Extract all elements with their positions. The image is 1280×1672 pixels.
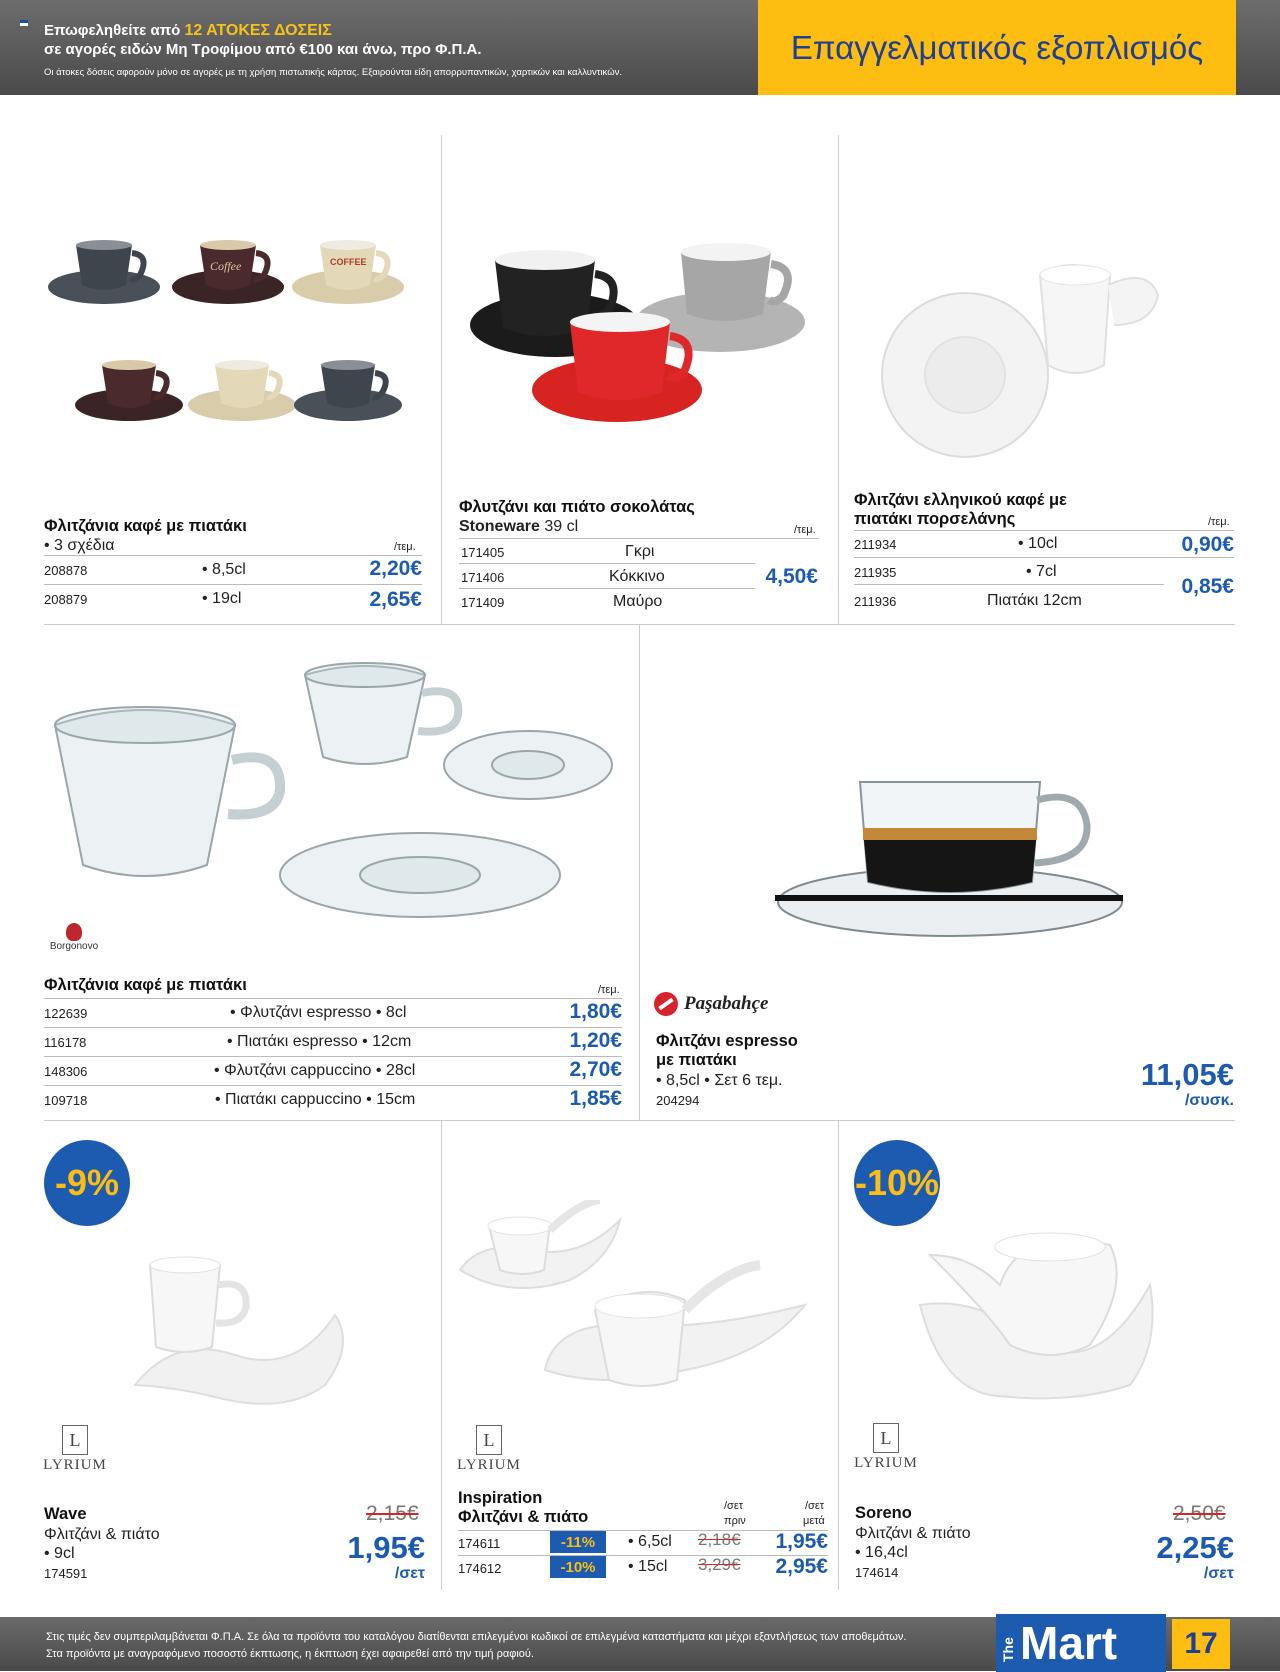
promo-line-2: σε αγορές ειδών Μη Τροφίμου από €100 και άνω, προ Φ.Π.Α. [44, 41, 482, 58]
product-image-greek-coffee-cup [880, 245, 1210, 465]
category-title: Επαγγελματικός εξοπλισμός [758, 0, 1236, 95]
product-size: • 7cl [1026, 563, 1057, 580]
product-color: Μαύρο [613, 593, 663, 610]
product-title: Φλιτζάνια καφέ με πιατάκι [44, 517, 247, 535]
promo-highlight: 12 ΑΤΟΚΕΣ ΔΟΣΕΙΣ [184, 22, 332, 39]
product-price: 11,05€ [1140, 1057, 1234, 1092]
lyrium-logo [454, 1425, 524, 1474]
borgonovo-logo [44, 923, 104, 952]
unit-label: /τεμ. [598, 984, 620, 996]
product-title: Φλιτζάνι espresso [656, 1032, 798, 1050]
divider [838, 1120, 839, 1590]
product-price: 0,85€ [1181, 575, 1234, 598]
footer-disclaimer-2: Στα προϊόντα με αναγραφόμενο ποσοστό έκπτωσης, η έκπτωση έχει αφαιρεθεί από την τιμή ραφιού. [46, 1648, 534, 1660]
unit-label: /τεμ. [794, 524, 816, 536]
unit-label: /σετ [1203, 1565, 1234, 1582]
product-size: • 6,5cl [628, 1533, 672, 1550]
product-color: Γκρι [625, 543, 655, 560]
product-title: Soreno [855, 1504, 912, 1522]
flag-icon [20, 20, 28, 26]
product-code: 174612 [458, 1561, 502, 1576]
product-price: 2,65€ [369, 588, 422, 611]
product-subtitle: Φλιτζάνι & πιάτο [44, 1526, 160, 1543]
divider [639, 625, 640, 1120]
product-size: • 15cl [628, 1558, 668, 1575]
product-title: Inspiration [458, 1489, 543, 1507]
unit-label: /συσκ. [1184, 1092, 1234, 1109]
discount-badge: -9% [44, 1140, 130, 1226]
product-subtitle: • 8,5cl • Σετ 6 τεμ. [656, 1072, 783, 1089]
product-image-soreno-cup [910, 1215, 1160, 1405]
row-divider [44, 998, 622, 999]
product-price: 2,95€ [775, 1555, 828, 1578]
old-price: 2,18€ [698, 1530, 741, 1549]
product-code: 208878 [44, 563, 88, 578]
product-code: 211936 [854, 594, 897, 609]
product-price: 2,25€ [1156, 1530, 1234, 1565]
product-desc: • Φλυτζάνι espresso • 8cl [230, 1004, 407, 1021]
product-image-wave-cup [130, 1255, 350, 1405]
lyrium-logo [851, 1423, 921, 1472]
borgonovo-mark-icon [66, 923, 82, 941]
product-color: Κόκκινο [609, 568, 665, 585]
product-code: 174614 [855, 1565, 899, 1580]
lyrium-logo [40, 1425, 110, 1474]
unit-label: /τεμ. [394, 541, 416, 553]
logo-mart: Mart [1020, 1617, 1118, 1669]
product-subtitle: Stoneware 39 cl [459, 518, 579, 535]
product-size: • 16,4cl [855, 1544, 908, 1561]
unit-label: /σετ [394, 1565, 425, 1582]
unit-label-after: /σετ [805, 1500, 825, 1512]
product-code: 148306 [44, 1064, 88, 1079]
unit-label-before: /σετ [724, 1500, 744, 1512]
unit-label-before-2: πριν [724, 1515, 746, 1527]
product-code: 171409 [461, 595, 505, 610]
product-price: 1,85€ [569, 1087, 622, 1110]
header-bar [0, 0, 1280, 95]
old-price: 2,15€ [366, 1502, 419, 1525]
lyrium-mark-icon: L [873, 1423, 899, 1453]
old-price: 2,50€ [1173, 1502, 1226, 1525]
svg-text:COFFEE: COFFEE [330, 257, 367, 267]
product-price: 2,70€ [569, 1058, 622, 1081]
product-price: 1,95€ [775, 1530, 828, 1553]
brand-name: LYRIUM [43, 1457, 107, 1473]
row-divider [854, 557, 1234, 558]
old-price: 3,29€ [698, 1555, 741, 1574]
footer-bar [0, 1617, 1280, 1671]
product-code: 109718 [44, 1093, 88, 1108]
product-title: Wave [44, 1505, 87, 1523]
svg-text:Coffee: Coffee [210, 259, 242, 273]
footer-disclaimer-1: Στις τιμές δεν συμπεριλαμβάνεται Φ.Π.Α. Σε όλα τα προϊόντα του καταλόγου διατίθενται επιλεγμένοι κωδικοί σε επιλεγμένα καταστήματα και μέχρι εξαντλήσεως των αποθεμάτων. [46, 1631, 907, 1643]
product-code: 208879 [44, 592, 88, 607]
brand-name: LYRIUM [457, 1457, 521, 1473]
product-code: 171405 [461, 545, 505, 560]
row-divider [459, 588, 755, 589]
product-price: 0,90€ [1181, 533, 1234, 556]
row-divider [44, 1056, 622, 1057]
page-number: 17 [1172, 1619, 1230, 1669]
product-desc: • Πιατάκι cappuccino • 15cm [215, 1091, 416, 1108]
pasabahce-mark-icon [654, 992, 678, 1016]
row-divider [44, 1027, 622, 1028]
divider [838, 135, 839, 625]
divider [44, 1120, 1235, 1121]
pasabahce-logo [654, 992, 768, 1016]
product-subtitle: • 3 σχέδια [44, 537, 115, 554]
unit-label: /τεμ. [1208, 516, 1230, 528]
product-title: Φλιτζάνια καφέ με πιατάκι [44, 976, 247, 994]
product-image-glass-cups [50, 655, 620, 925]
product-title: Φλυτζάνι και πιάτο σοκολάτας [459, 498, 695, 516]
product-price: 1,95€ [347, 1530, 425, 1565]
unit-label-after-2: μετά [803, 1515, 825, 1527]
product-size: • 8,5cl [202, 561, 246, 578]
row-divider [44, 1085, 622, 1086]
row-divider [44, 555, 422, 556]
product-code: 171406 [461, 570, 505, 585]
product-title-line-2: Φλιτζάνι & πιάτο [458, 1508, 589, 1526]
product-code: 174591 [44, 1566, 88, 1581]
lyrium-mark-icon: L [62, 1425, 88, 1455]
product-desc: • Φλυτζάνι cappuccino • 28cl [214, 1062, 416, 1079]
product-price: 4,50€ [765, 565, 818, 588]
product-subtitle: Φλιτζάνι & πιάτο [855, 1525, 971, 1542]
row-divider [44, 584, 422, 585]
product-code: 174611 [458, 1536, 501, 1551]
product-title-line-2: με πιατάκι [656, 1051, 737, 1069]
brand-name: LYRIUM [854, 1455, 918, 1471]
product-code: 122639 [44, 1006, 88, 1021]
row-divider [459, 563, 755, 564]
product-image-espresso-glass [775, 770, 1125, 960]
product-title-line-2: πιατάκι πορσελάνης [854, 510, 1016, 528]
product-code: 204294 [656, 1093, 700, 1108]
product-code: 116178 [44, 1035, 87, 1050]
promo-line-1: Επωφεληθείτε από 12 ΑΤΟΚΕΣ ΔΟΣΕΙΣ [44, 22, 332, 39]
discount-badge: -10% [854, 1140, 940, 1226]
product-size: • 19cl [202, 590, 242, 607]
divider [441, 1120, 442, 1590]
product-desc: • Πιατάκι espresso • 12cm [227, 1033, 412, 1050]
discount-tag: -11% [550, 1531, 606, 1553]
product-size: • 9cl [44, 1545, 75, 1562]
row-divider [459, 538, 819, 539]
product-code: 211934 [854, 537, 897, 552]
product-title: Φλιτζάνι ελληνικού καφέ με [854, 491, 1067, 509]
row-divider [854, 530, 1234, 531]
divider [441, 135, 442, 625]
product-code: 211935 [854, 565, 897, 580]
product-price: 2,20€ [369, 557, 422, 580]
brand-name: Borgonovo [49, 941, 99, 952]
discount-tag: -10% [550, 1556, 606, 1578]
brand-name: Paşabahçe [684, 993, 769, 1014]
product-size: Πιατάκι 12cm [987, 592, 1082, 609]
logo-the: The [1000, 1637, 1016, 1662]
promo-note: Οι άτοκες δόσεις αφορούν μόνο σε αγορές με τη χρήση πιστωτικής κάρτας. Εξαιρούνται είδη απορρυπαντικών, χαρτικών και καλλυντικών. [44, 67, 622, 78]
product-price: 1,80€ [569, 1000, 622, 1023]
lyrium-mark-icon: L [476, 1425, 502, 1455]
the-mart-logo [996, 1614, 1166, 1672]
product-image-chocolate-cups [455, 240, 825, 450]
product-image-coffee-cups [44, 225, 424, 455]
product-size: • 10cl [1018, 535, 1058, 552]
product-image-inspiration-cups [455, 1200, 815, 1415]
product-price: 1,20€ [569, 1029, 622, 1052]
row-divider [854, 584, 1164, 585]
